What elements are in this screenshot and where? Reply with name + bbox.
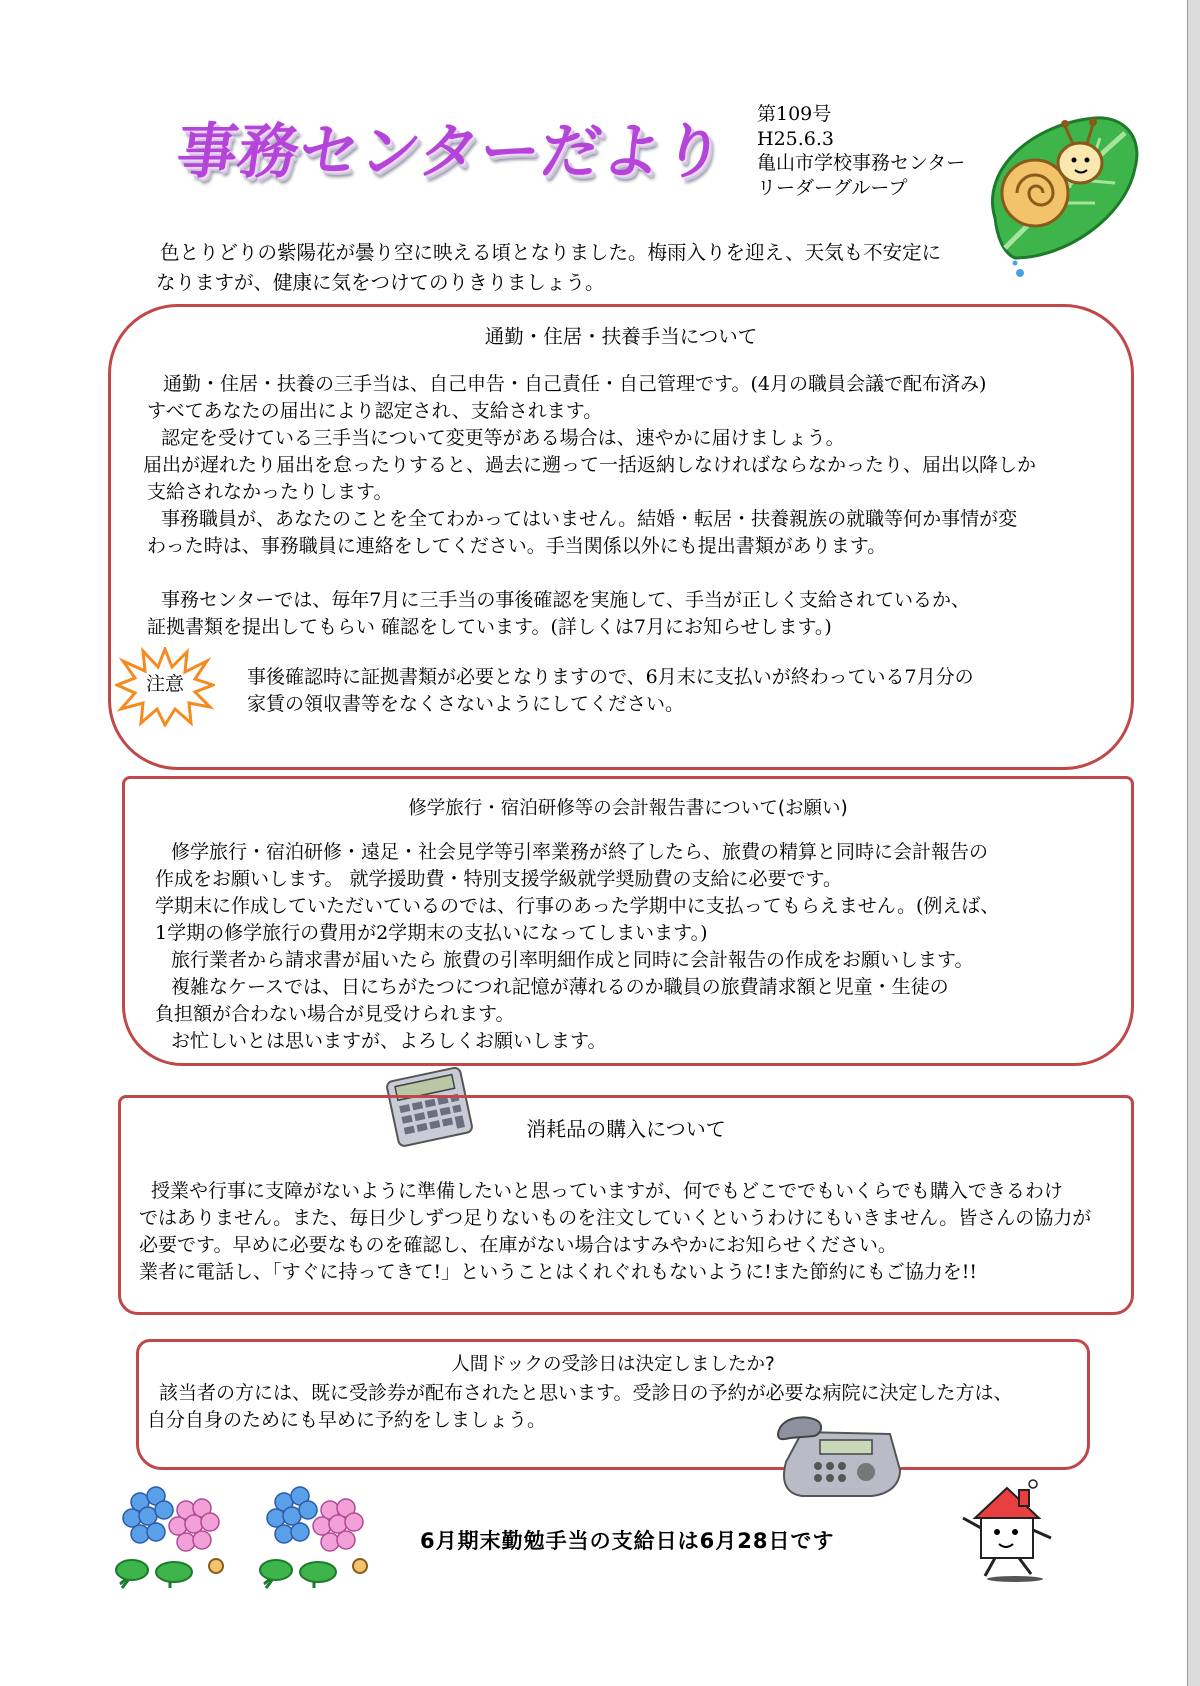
bonus-payday-notice: 6月期末勤勉手当の支給日は6月28日です <box>420 1529 835 1553</box>
section-title: 修学旅行・宿泊研修等の会計報告書について(お願い) <box>408 798 848 819</box>
body-line: ではありません。また、毎日少しずつ足りないものを注文していくというわけにもいきません。皆さんの協力が <box>139 1207 1092 1229</box>
body-line <box>147 560 1036 587</box>
body-line: 支給されなかったりします。 <box>147 481 393 503</box>
body-line: 該当者の方には、既に受診券が配布されたと思います。受診日の予約が必要な病院に決定した方は、 <box>159 1382 1013 1404</box>
hydrangea-flower-icon <box>256 1480 382 1590</box>
issue-info <box>757 102 965 200</box>
telephone-icon <box>772 1412 904 1502</box>
body-line: 事務職員が、あなたのことを全てわかってはいません。結婚・転居・扶養親族の就職等何か事情が変 <box>161 508 1018 530</box>
body-line: 必要です。早めに必要なものを確認し、在庫がない場合はすみやかにお知らせください。 <box>139 1234 897 1256</box>
body-line: 事務センターでは、毎年7月に三手当の事後確認を実施して、手当が正しく支給されているか、 <box>161 589 970 611</box>
intro-text <box>156 238 960 298</box>
section-body <box>139 1178 1091 1286</box>
body-line: 1学期の修学旅行の費用が2学期末の支払いになってしまいます。) <box>155 922 708 944</box>
house-character-icon <box>955 1478 1060 1583</box>
intro-line: なりますが、健康に気をつけてのりきりましょう。 <box>156 271 605 294</box>
body-line: お忙しいとは思いますが、よろしくお願いします。 <box>171 1030 607 1052</box>
snail-leaf-icon <box>975 108 1145 288</box>
body-line: 修学旅行・宿泊研修・遠足・社会見学等引率業務が終了したら、旅費の精算と同時に会計報告の <box>171 841 989 863</box>
issue-number: 第109号 <box>757 103 832 125</box>
section-checkup <box>136 1339 1090 1470</box>
section-allowance <box>108 304 1134 770</box>
newsletter-title: 事務センターだより <box>172 117 729 187</box>
body-line: 授業や行事に支障がないように準備したいと思っていますが、何でもどこででもいくらでも購入できるわけ <box>151 1180 1063 1202</box>
body-line: 作成をお願いします。 就学援助費・特別支援学級就学奨励費の支給に必要です。 <box>155 868 843 890</box>
body-line: 業者に電話し、「すぐに持ってきて!」ということはくれぐれもないように!また節約にもご協力を!! <box>139 1261 978 1283</box>
caution-label: 注意 <box>146 673 185 695</box>
body-line: 認定を受けている三手当について変更等がある場合は、速やかに届けましょう。 <box>161 427 845 449</box>
caution-line: 事後確認時に証拠書類が必要となりますので、6月末に支払いが終わっている7月分の <box>247 666 974 688</box>
body-line: 複雑なケースでは、日にちがたつにつれ記憶が薄れるのか職員の旅費請求額と児童・生徒の <box>171 976 949 998</box>
body-line: 学期末に作成していただいているのでは、行事のあった学期中に支払ってもらえません。(例えば、 <box>155 895 1000 917</box>
body-line: 証拠書類を提出してもらい 確認をしています。(詳しくは7月にお知らせします。) <box>147 616 832 638</box>
body-line: 負担額が合わない場合が見受けられます。 <box>155 1003 515 1025</box>
intro-line: 色とりどりの紫陽花が曇り空に映える頃となりました。梅雨入りを迎え、天気も不安定に <box>160 241 942 264</box>
body-line: すべてあなたの届出により認定され、支給されます。 <box>147 400 603 422</box>
body-line: わった時は、事務職員に連絡をしてください。手当関係以外にも提出書類があります。 <box>147 535 887 557</box>
publisher-group: リーダーグループ <box>757 176 908 199</box>
publisher-name: 亀山市学校事務センター <box>757 152 966 174</box>
body-line: 通勤・住居・扶養の三手当は、自己申告・自己責任・自己管理です。(4月の職員会議で配布済み) <box>163 373 987 395</box>
section-title: 消耗品の購入について <box>526 1117 726 1141</box>
body-line: 届出が遅れたり届出を怠ったりすると、過去に遡って一括返納しなければならなかったり、届出以降しか <box>143 454 1037 476</box>
section-title: 人間ドックの受診日は決定しましたか? <box>451 1354 775 1375</box>
section-supplies <box>118 1095 1134 1315</box>
caution-text <box>247 664 974 718</box>
section-title: 通勤・住居・扶養手当について <box>484 325 758 348</box>
hydrangea-flower-icon <box>112 1480 238 1590</box>
section-body <box>155 839 999 1055</box>
caution-line: 家賃の領収書等をなくさないようにしてください。 <box>247 693 685 715</box>
body-line: 旅行業者から請求書が届いたら 旅費の引率明細作成と同時に会計報告の作成をお願いします。 <box>171 949 974 971</box>
body-line: 自分自身のためにも早めに予約をしましょう。 <box>147 1409 547 1431</box>
issue-date: H25.6.3 <box>757 127 835 150</box>
section-body <box>143 371 1037 641</box>
page-edge-scrollbar <box>1187 0 1200 1686</box>
section-trip-report <box>122 776 1134 1066</box>
